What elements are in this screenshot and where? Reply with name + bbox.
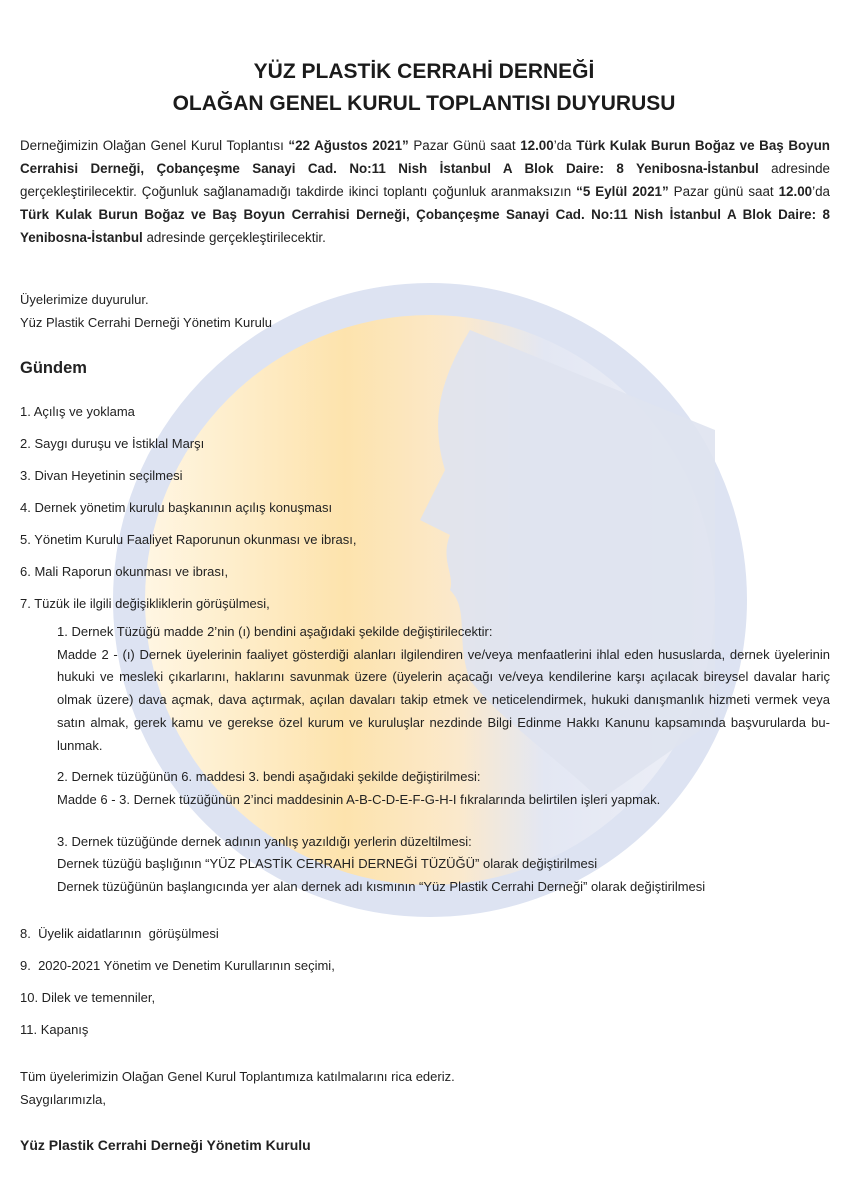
closing-line: Tüm üyelerimizin Olağan Genel Kurul Toplantımıza katılmalarını rica ederiz.: [20, 1068, 455, 1084]
announce-line: Üyelerimize duyurulur.: [20, 292, 149, 307]
amendment-text: Dernek tüzüğünün başlangıcında yer alan dernek adı kısmının “Yüz Plastik Cerrahi Derneği” olarak değiştirilmesi: [57, 879, 706, 895]
intro-text: adresinde gerçekleştirilecektir. Çoğunluk sağlanamadığı takdirde ikinci toplantı çoğunluk aranmaksızın: [20, 161, 830, 199]
intro-text: Derneğimizin Olağan Genel Kurul Toplantısı: [20, 138, 289, 153]
agenda-item: 11. Kapanış: [20, 1021, 89, 1037]
announce-signature: Yüz Plastik Cerrahi Derneği Yönetim Kurulu: [20, 315, 272, 330]
intro-emphasis: “5 Eylül 2021”: [576, 184, 669, 199]
agenda-item: 2. Saygı duruşu ve İstiklal Marşı: [20, 436, 205, 451]
title-line-2: OLAĞAN GENEL KURUL TOPLANTISI DUYURUSU: [172, 92, 676, 115]
amendment-1: [57, 621, 830, 757]
closing-salutation: Saygılarımızla,: [20, 1091, 106, 1107]
intro-text: ’da: [812, 184, 830, 199]
amendment-heading: 2. Dernek tüzüğünün 6. maddesi 3. bendi aşağıdaki şekilde değiştirilmesi:: [57, 769, 481, 785]
title-line-1: YÜZ PLASTİK CERRAHİ DERNEĞİ: [253, 60, 595, 83]
amendment-3: [57, 831, 830, 899]
intro-text: adresinde gerçekleştirilecektir.: [142, 230, 326, 245]
intro-paragraph: [20, 134, 830, 249]
amendment-text: Dernek tüzüğü başlığının “YÜZ PLASTİK CERRAHİ DERNEĞİ TÜZÜĞÜ” olarak değiştirilmesi: [57, 856, 598, 872]
agenda-item: 7. Tüzük ile ilgili değişikliklerin görüşülmesi,: [20, 596, 270, 611]
intro-emphasis: 12.00: [520, 138, 554, 153]
intro-emphasis: “22 Ağustos 2021”: [288, 138, 409, 153]
agenda-item: 9. 2020-2021 Yönetim ve Denetim Kurullarının seçimi,: [20, 957, 335, 973]
agenda-item: 4. Dernek yönetim kurulu başkanının açılış konuşması: [20, 500, 333, 515]
closing: [20, 1065, 830, 1111]
agenda-item: 1. Açılış ve yoklama: [20, 404, 135, 419]
agenda-item: 10. Dilek ve temenniler,: [20, 989, 156, 1005]
agenda-heading: Gündem: [20, 359, 87, 377]
agenda-item: 6. Mali Raporun okunması ve ibrası,: [20, 564, 229, 579]
document-title: [0, 56, 848, 120]
intro-text: ’da: [553, 138, 577, 153]
intro-emphasis: Türk Kulak Burun Boğaz ve Baş Boyun Cerrahisi Derneği, Çobançeşme Sanayi Cad. No:11 Nish İstanbul A Blok Daire: 8 Yenibosna-İstanbul: [20, 138, 830, 176]
intro-text: Pazar günü saat: [668, 184, 779, 199]
amendment-2: [57, 766, 830, 811]
announcement: [20, 288, 830, 334]
amendment-text: Madde 6 - 3. Dernek tüzüğünün 2’inci maddesinin A-B-C-D-E-F-G-H-I fıkralarında belirtilen işleri yapmak.: [57, 791, 661, 807]
agenda-item: 5. Yönetim Kurulu Faaliyet Raporunun okunması ve ibrası,: [20, 532, 357, 547]
agenda-item: 3. Divan Heyetinin seçilmesi: [20, 468, 183, 483]
agenda-item: 8. Üyelik aidatlarının görüşülmesi: [20, 925, 219, 941]
amendment-heading: 1. Dernek Tüzüğü madde 2’nin (ı) bendini aşağıdaki şekilde değiştirilecektir:: [57, 624, 493, 639]
amendment-text: Madde 2 - (ı) Dernek üyelerinin faaliyet gösterdiği alanları ilgilendiren ve/veya menfaatlerini ihlal eden hususlarda, dernek üyelerinin hukuki ve mesleki çıkarlarını, haklarını savunmak üzere (üyelerin açacağı ve/veya kendilerine karşı açılacak bireysel davalar hariç olmak üzere) dava açmak, dava açtırmak, açılan davaları takip etmek ve neticelendirmek, hukuki danışmanlık hizmeti vermek veya satın almak, gerek kamu ve gerekse özel kurum ve kuruluşlar nezdinde Bilgi Edinme Hakkı Kanunu kapsamında başvurularda bu-lunmak.: [57, 646, 830, 753]
amendment-heading: 3. Dernek tüzüğünde dernek adının yanlış yazıldığı yerlerin düzeltilmesi:: [57, 833, 472, 849]
intro-emphasis: Türk Kulak Burun Boğaz ve Baş Boyun Cerrahisi Derneği, Çobançeşme Sanayi Cad. No:11 Nish İstanbul A Blok Daire: 8 Yenibosna-İstanbul: [20, 207, 830, 245]
signature: Yüz Plastik Cerrahi Derneği Yönetim Kurulu: [20, 1136, 311, 1153]
intro-text: Pazar Günü saat: [408, 138, 521, 153]
intro-emphasis: 12.00: [778, 184, 813, 199]
